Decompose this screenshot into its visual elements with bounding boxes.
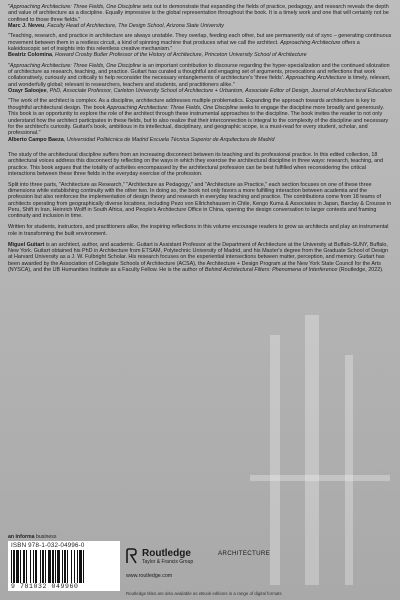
background-building-image [250, 315, 390, 585]
subject-category: ARCHITECTURE [218, 550, 271, 557]
endorsement-neveu: "Approaching Architecture: Three Fields, One Discipline sets out to demonstrate that expanding the fields of practice, pedagogy, and research reveals the depth and value of architecture as a discipline. Equally impressive is the global representation throughout the book. It is a timely work and one that will certainly not be confined to those three fields." Marc J. Neveu, Faculty Head of Architecture, The Design School, Arizona State University [8, 4, 389, 30]
endorsement-saloojee: "Approaching Architecture: Three Fields, One Discipline is an important contribution to discourse regarding the hyper-specialization and the continued siloization of architecture as research, teaching, and practice. Guitart has curated a thoughtful and engaging set of arguments, provocations and reflections that work collaboratively, curiously and critically to help reconsider the necessary entanglements of architecture's 'three fields'. Approaching Architecture is timely, relevant, and wonderfully global; relevant to researchers, teachers and students, and practitioners alike." Ozayr Saloojee, PhD, Associate Professor, Carleton University School of Architecture + Urbanism, Associate Editor of Design, Journal of Architectural Education [8, 62, 392, 95]
publisher-group: Taylor & Francis Group [142, 559, 194, 565]
bio-text: is an architect, author, and academic. Guitart is Assistant Professor at the Department of Architecture at the University at Buffalo-SUNY, Buffalo, New York. Guitart obtained his PhD in Architecture from ETSAM, Polytechnic University of Madrid, and his Master's degree from the Graduate School of Design at Harvard University as a J. W. Fulbright Scholar. His research focuses on the experiential intersections between matter, perception, and memory. Guitart has been awarded by the Association of Collegiate Schools of Architecture (ACSA), the Architecture + Design Program at the New York State Council for the Arts (NYSCA), and the UB Humanities Institute as a Faculty Fellow. He is the author of [8, 241, 389, 273]
endorsement-text: sets out to demonstrate that expanding the fields of practice, pedagogy, and research reveals the depth and value of architecture as a discipline. Equally impressive is the global representation throughout the book. It is a timely work and one that will certainly not be confined to those three fields." [8, 4, 389, 23]
publisher-website[interactable]: www.routledge.com [126, 573, 173, 579]
endorser-name: Ozayr Saloojee [8, 88, 47, 95]
back-cover-text [8, 4, 392, 278]
author-bio [8, 242, 392, 274]
book-description [8, 152, 392, 273]
endorser-affiliation: Universidad Politécnica de Madrid Escuela Técnica Superior de Arquitectura de Madrid [66, 136, 275, 143]
informa-imprint: an informa business [8, 534, 57, 540]
endorsement-text: "Teaching, research, and practice in architecture are always unstable. They overlap, feeding each other, but are permanently out of sync – generating continuous movement between them in a restless circuit, a kind of spinning machine that produces what we call the architect. [8, 33, 392, 46]
book-title-ref: Approaching Architecture: Three Fields, One Discipline [106, 104, 238, 111]
description-paragraph: Split into three parts, "Architecture as Research," "Architecture as Pedagogy," and "Architecture as Practice," each section focuses on one of these three dimensions while establishing continuity with the other two. In doing so, the book not only favors a more fulfilling interaction between academia and the profession but also reinforces the implementation of design theory and research in everyday teaching and practice. The contributions come from 18 teams of architects operating from geographically diverse locations, including Pezo von Ellrichshausen in Chile, Kengo Kuma & Associates in Japan, Barclay & Crousse in Peru, Shift in Iran, Heinrich Wolff in South Africa, and People's Architecture Office in China, opening the design conversation to larger contexts and framing continuity and inclusion in time. [8, 181, 392, 220]
book-title-ref: Approaching Architecture: Three Fields, One Discipline [9, 4, 141, 10]
endorsement-campo-baeza: "The work of the architect is complex. As a discipline, architecture addresses multiple problematics. Expanding the approach towards architecture is key to thoughtful architectural design. The book Approaching Architecture: Three Fields, One Discipline seeks to engage the discipline more broadly and generously. This book is an opportunity to explore the role of the architect through these instrumental approaches to the discipline. The book invites the reader to not only understand how the architect participates in these fields, but to also realize that their interconnection is integral to the complexity of the discipline and necessary for the architect's curiosity. Guitart's book, ambitious in its intellectual, disciplinary, and geographic scope, is a must-read for every student, scholar, and professional." Alberto Campo Baeza, Universidad Politécnica de Madrid Escuela Técnica Superior de Arquitectura de Madrid [8, 98, 389, 143]
endorsement-text: offers a kaleidoscopic set of insights into this relentless creative mechanism." [8, 39, 360, 53]
publisher-name: Routledge [142, 548, 191, 559]
barcode-panel [8, 541, 120, 591]
description-paragraph: Written for students, instructors, and practitioners alike, the inspiring reflections in this volume encourage readers to grow as architects and play an instrumental role in transforming the built environment. [8, 224, 389, 237]
isbn: ISBN 978-1-032-04996-0 [11, 542, 85, 549]
barcode [11, 550, 111, 583]
description-paragraph: The study of the architectural discipline suffers from an increasing disconnect between its teaching and its professional practice. In this edited collection, 18 architectural voices address this disconnect by reflecting on the ways in which they exercise the architectural discipline in three ways: research, teaching, and practice. This book argues that the totality of activities encompassed by the architectural profession can be best fulfilled when reconsidering the critical interactions between these three fields in the everyday exercise of the profession. [8, 151, 384, 177]
barcode-digits: 9 781032 049960 [11, 583, 79, 590]
endorsement-text: seeks to engage the discipline more broadly and generously. This book is an opportunity to explore the role of the architect through these instrumental approaches to the discipline. The book invites the reader to not only understand how the architect participates in these fields, but to also realize that their interconnection is integral to the complexity of the discipline and necessary for the architect's curiosity. Guitart's book, ambitious in its intellectual, disciplinary, and geographic scope, is a must-read for every student, scholar, and professional." [8, 104, 389, 137]
endorsement-text: is an important contribution to discourse regarding the hyper-specialization and the continued siloization of architecture as research, teaching, and practice. Guitart has curated a thoughtful and engaging set of arguments, provocations and reflections that work collaboratively, curiously and critically to help reconsider the necessary entanglements of architecture's 'three fields'. [8, 62, 390, 82]
routledge-mark-icon [126, 548, 138, 564]
endorser-affiliation: Faculty Head of Architecture, The Design School, Arizona State University [47, 23, 224, 30]
author-name: Miguel Guitart [8, 241, 45, 248]
bio-text: (Routledge, 2022). [337, 266, 384, 273]
author-book-title: Behind Architectural Filters: Phenomena of Interference [204, 266, 338, 273]
endorsement-text: is timely, relevant, and wonderfully global; relevant to researchers, teachers and students, and practitioners alike." [8, 75, 391, 88]
endorser-affiliation: PhD, Associate Professor, Carleton University School of Architecture + Urbanism, Associate Editor of Design, Journal of Architectural Education [49, 88, 392, 95]
book-title-ref: Approaching Architecture [280, 39, 341, 46]
book-title-ref: Approaching Architecture [285, 75, 347, 82]
endorsement-colomina: "Teaching, research, and practice in architecture are always unstable. They overlap, feeding each other, but are permanently out of sync – generating continuous movement between them in a restless circuit, a kind of spinning machine that produces what we call the architect. Approaching Architecture offers a kaleidoscopic set of insights into this relentless creative mechanism." Beatriz Colomina, Howard Crosby Butler Professor of the History of Architecture, Princeton University School of Architecture [8, 33, 392, 59]
endorser-name: Beatriz Colomina [8, 52, 53, 59]
book-title-ref: Approaching Architecture: Three Fields, One Discipline [9, 62, 141, 69]
ebook-note: Routledge titles are also available as eBook editions in a range of digital formats [126, 591, 282, 596]
endorser-name: Marc J. Neveu [8, 23, 45, 30]
endorsement-text: "The work of the architect is complex. As a discipline, architecture addresses multiple problematics. Expanding the approach towards architecture is key to thoughtful architectural design. The book [8, 98, 376, 111]
endorser-affiliation: Howard Crosby Butler Professor of the History of Architecture, Princeton University School of Architecture [55, 52, 307, 59]
endorser-name: Alberto Campo Baeza [8, 136, 64, 143]
